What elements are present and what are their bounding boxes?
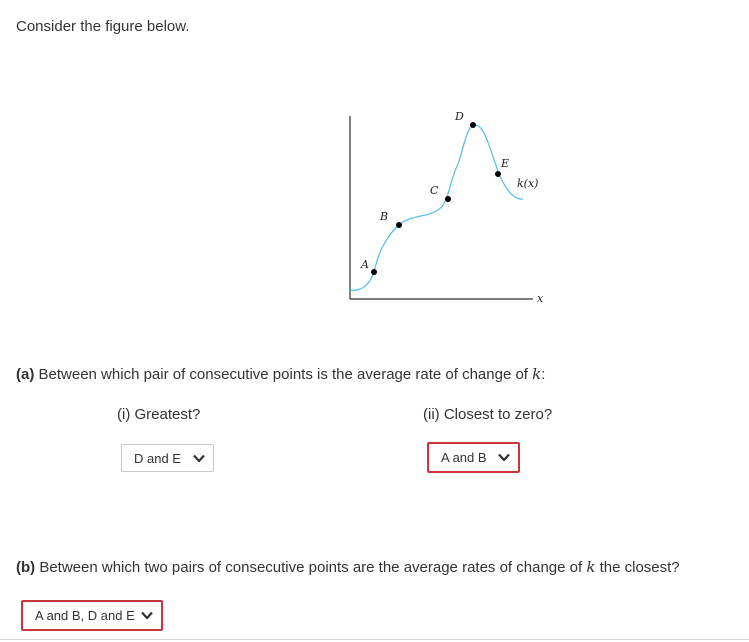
sub-question-i-label: (i) Greatest? [117,406,201,423]
greatest-rate-select[interactable] [121,444,214,472]
bottom-divider [0,639,749,640]
part-b-text-before: Between which two pairs of consecutive points are the average rates of change of [39,559,583,576]
point-b [396,222,402,228]
part-b-function-symbol: k [586,558,596,576]
sub-question-ii-label: (ii) Closest to zero? [423,406,553,423]
closest-to-zero-select-value: A and B [441,450,487,465]
closest-pairs-select[interactable] [21,600,163,631]
point-c [445,196,451,202]
point-e [495,171,501,177]
function-figure [340,104,570,309]
curve-label: k(x) [517,177,539,190]
closest-to-zero-select[interactable] [427,442,520,473]
chevron-down-icon [193,453,205,463]
part-a-prefix: (a) [16,366,35,383]
part-b-text-after: the closest? [599,559,680,576]
point-label-b: B [380,210,389,223]
point-label-e: E [501,157,510,170]
part-a-function-symbol: k [532,365,542,383]
point-a [371,269,377,275]
part-a-question [16,365,545,383]
closest-pairs-select-value: A and B, D and E [35,608,135,623]
part-b-question [16,558,680,576]
greatest-rate-select-value: D and E [134,450,181,466]
point-label-d: D [455,110,464,123]
part-b-prefix: (b) [16,559,36,576]
chevron-down-icon [141,611,153,621]
part-a-suffix: : [541,366,546,383]
k-curve [350,125,523,290]
point-label-a: A [361,258,369,271]
x-axis-label: x [537,292,544,305]
chevron-down-icon [498,453,510,463]
intro-text: Consider the figure below. [16,18,190,35]
part-a-text: Between which pair of consecutive points is the average rate of change of [38,366,528,383]
point-label-c: C [430,184,439,197]
point-d [470,122,476,128]
